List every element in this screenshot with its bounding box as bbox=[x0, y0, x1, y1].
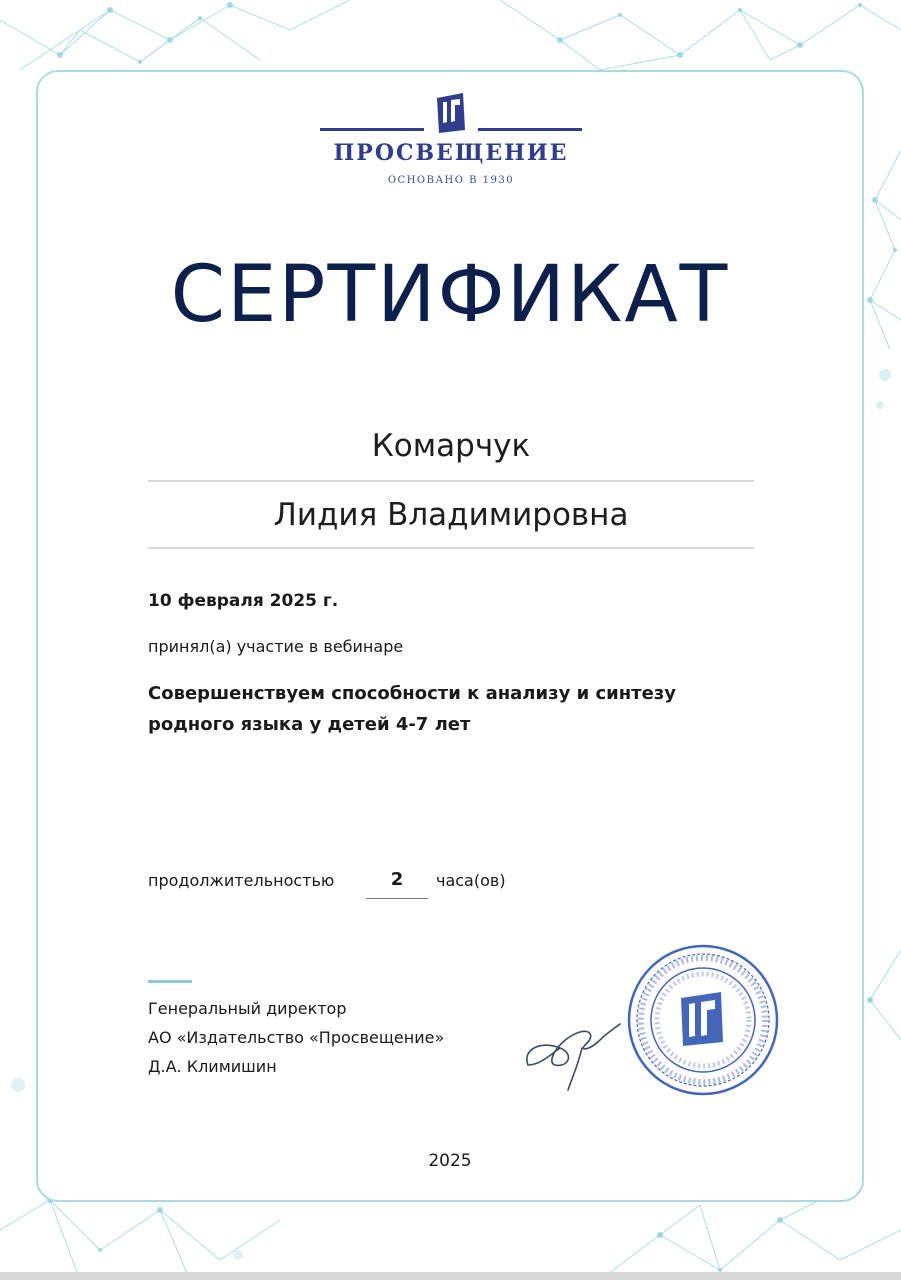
certificate-date: 10 февраля 2025 г. bbox=[148, 591, 339, 611]
duration-underline bbox=[366, 898, 428, 899]
signer-name: Д.А. Климишин bbox=[148, 1057, 277, 1076]
handwritten-signature bbox=[520, 1010, 630, 1095]
recipient-given-names: Лидия Владимировна bbox=[273, 497, 629, 533]
signer-company: АО «Издательство «Просвещение» bbox=[148, 1028, 445, 1047]
surname-rule bbox=[148, 480, 754, 482]
publisher-logo bbox=[318, 90, 584, 190]
duration-value: 2 bbox=[390, 869, 404, 890]
webinar-title: Совершенствуем способности к анализу и синтезу родного языка у детей 4-7 лет bbox=[148, 683, 676, 735]
certificate-title: СЕРТИФИКАТ bbox=[170, 250, 730, 340]
signer-accent-bar bbox=[148, 980, 192, 983]
given-names-rule bbox=[148, 547, 754, 549]
company-seal-stamp bbox=[623, 940, 783, 1100]
logo-left-rule bbox=[320, 128, 424, 131]
brand-name: ПРОСВЕЩЕНИЕ bbox=[333, 140, 569, 166]
prosveshchenie-emblem-icon bbox=[433, 92, 469, 134]
participation-text: принял(а) участие в вебинаре bbox=[148, 637, 404, 656]
duration-label: продолжительностью bbox=[148, 871, 335, 890]
duration-unit: часа(ов) bbox=[436, 871, 506, 890]
logo-right-rule bbox=[478, 128, 582, 131]
signer-position: Генеральный директор bbox=[148, 999, 347, 1018]
certificate-year: 2025 bbox=[428, 1151, 472, 1171]
bottom-strip bbox=[0, 1272, 901, 1280]
brand-founded: ОСНОВАНО В 1930 bbox=[387, 175, 515, 186]
recipient-surname: Комарчук bbox=[371, 428, 531, 464]
